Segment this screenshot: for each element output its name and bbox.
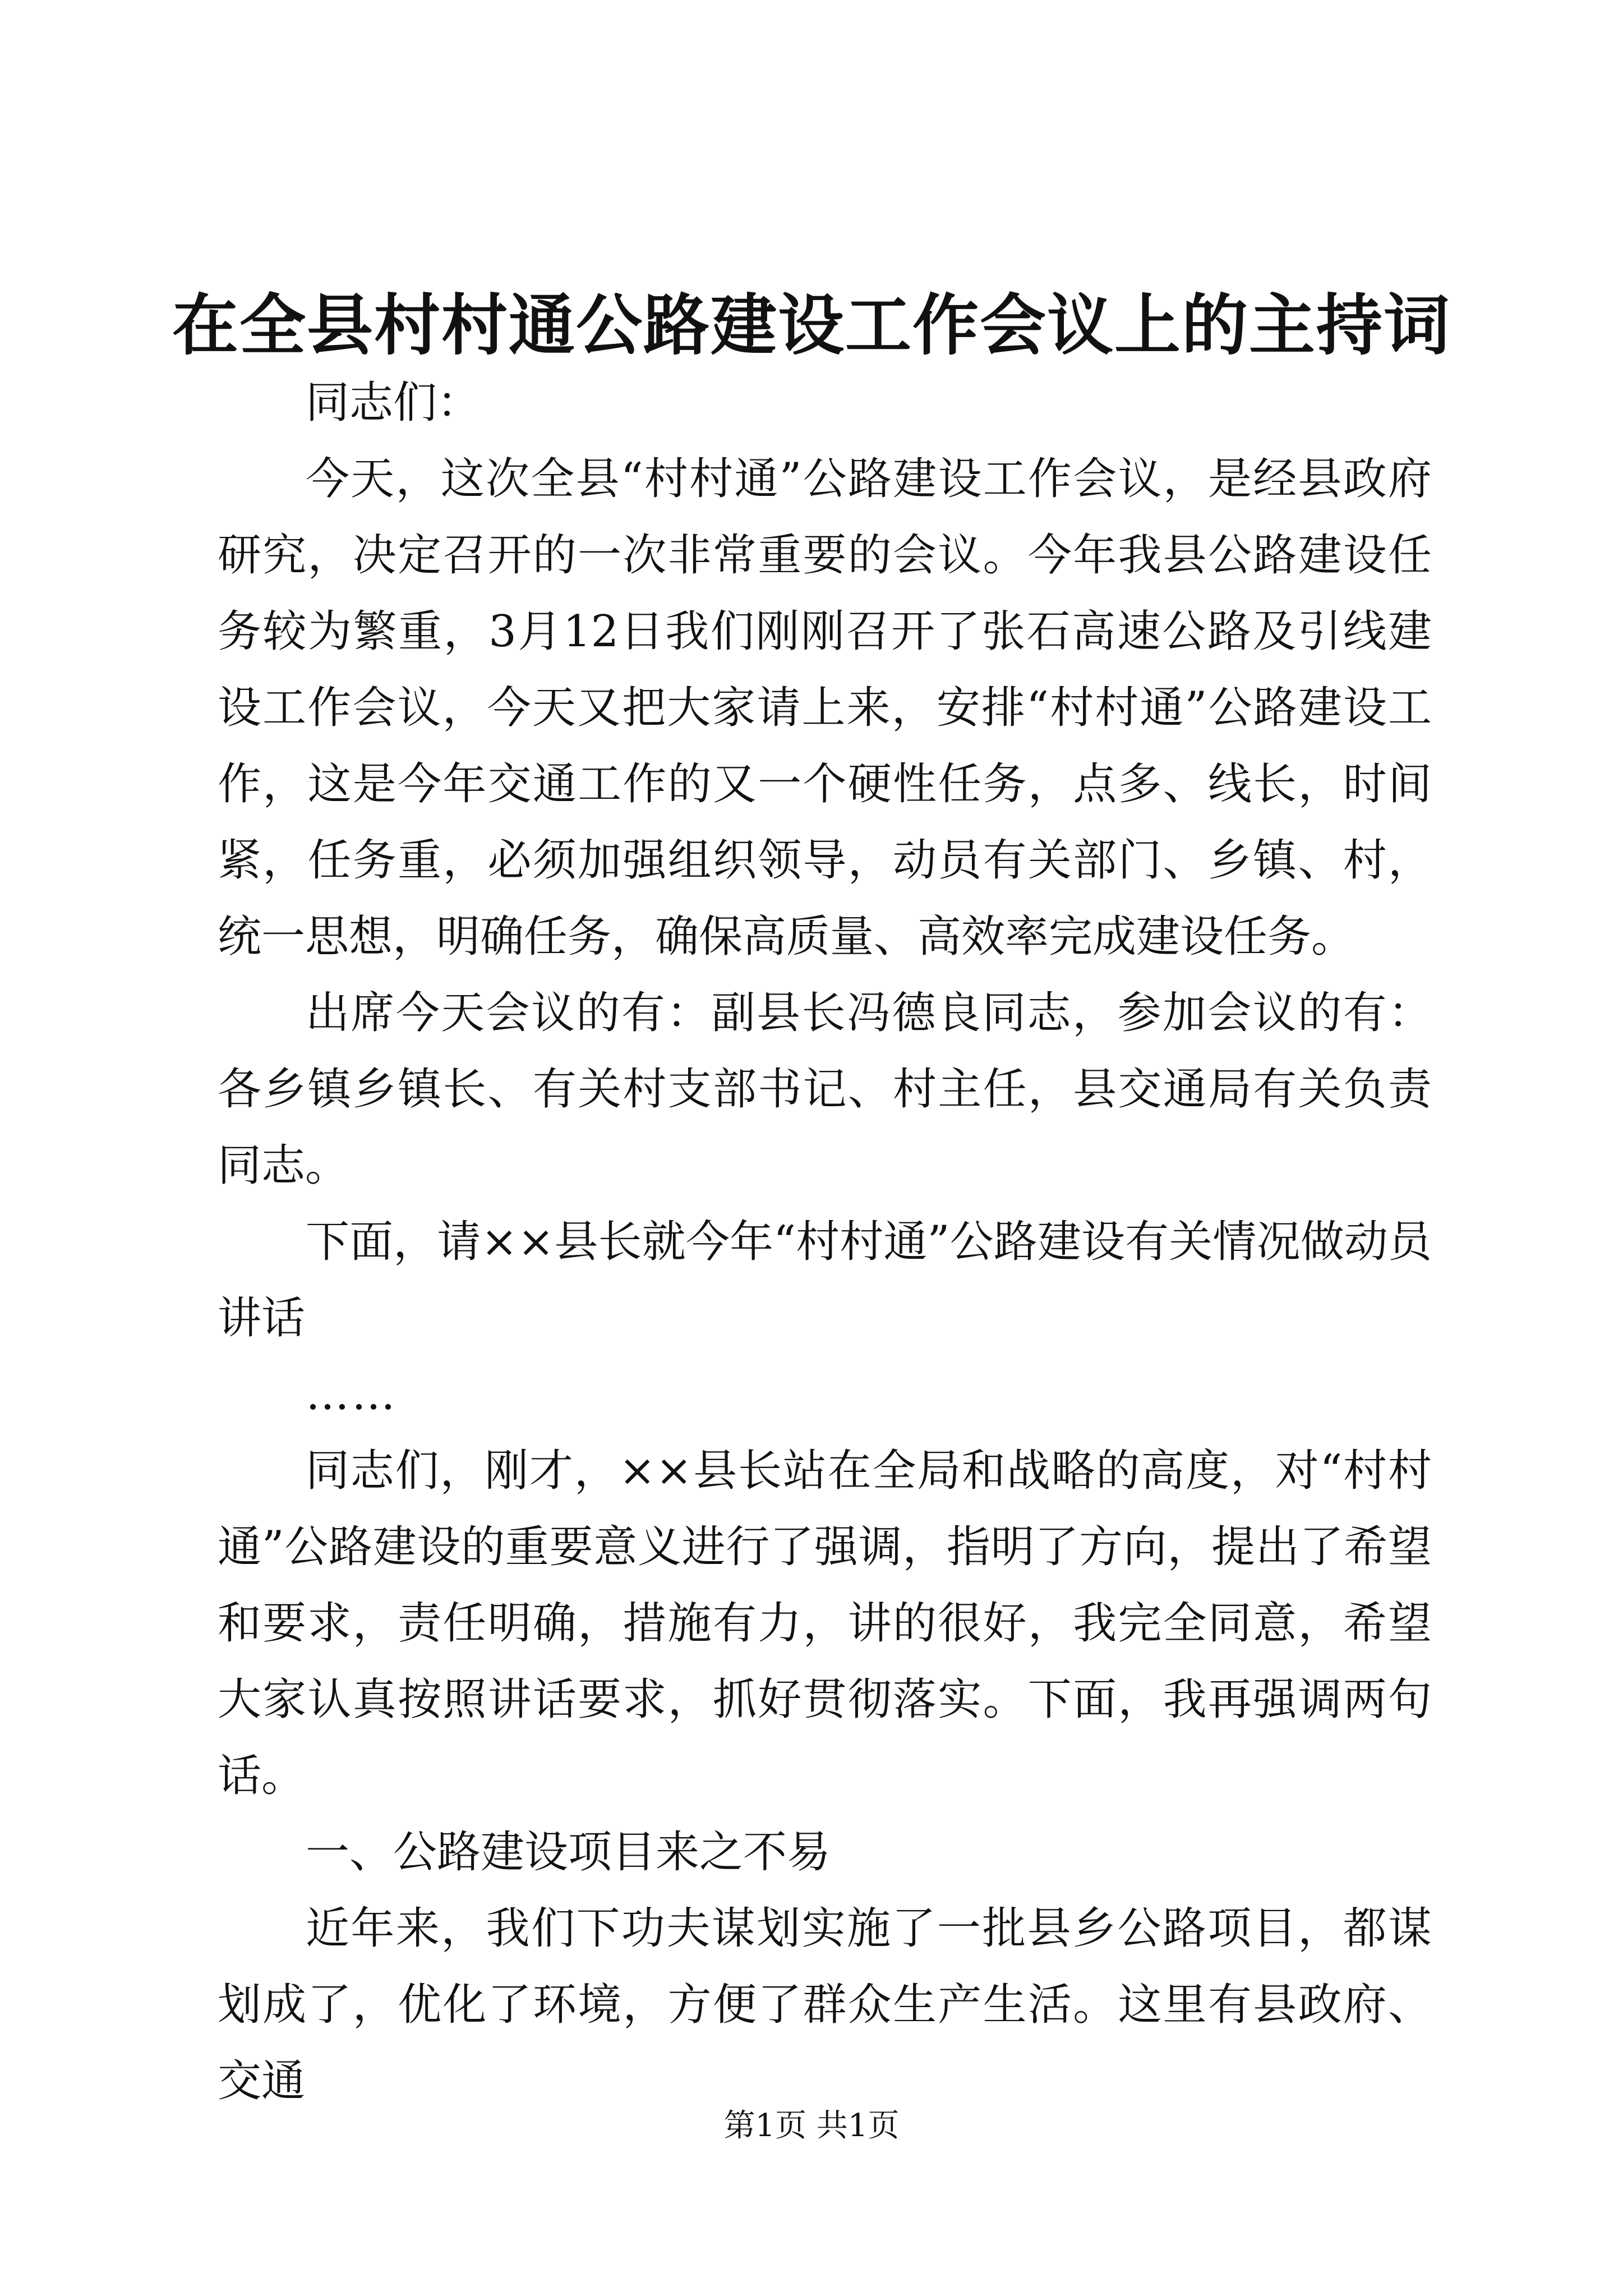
document-title: 在全县村村通公路建设工作会议上的主持词	[172, 286, 1451, 364]
paragraph-section-1-text: 近年来，我们下功夫谋划实施了一批县乡公路项目，都谋划成了，优化了环境，方便了群众生产生活。这里有县政府、交通	[218, 1903, 1432, 2106]
paragraph-salutation: 同志们：	[306, 378, 481, 428]
section-heading-1: 一、公路建设项目来之不易	[306, 1827, 831, 1878]
paragraph-opening: 今天，这次全县“村村通”公路建设工作会议，是经县政府研究，决定召开的一次非常重要的会议。今年我县公路建设任务较为繁重，3月12日我们刚刚召开了张石高速公路及引线建设工作会议，今天又把大家请上来，安排“村村通”公路建设工作，这是今年交通工作的又一个硬性任务，点多、线长，时间紧，任务重，必须加强组织领导，动员有关部门、乡镇、村，统一思想，明确任务，确保高质量、高效率完成建设任务。	[218, 454, 1432, 962]
paragraph-speech-invitation: 下面，请××县长就今年“村村通”公路建设有关情况做动员讲话	[218, 1217, 1432, 1343]
paragraph-ellipsis: ……	[306, 1369, 398, 1420]
page-footer: 第1页 共1页	[723, 2108, 900, 2144]
paragraph-summary: 同志们，刚才，××县长站在全局和战略的高度，对“村村通”公路建设的重要意义进行了强调，指明了方向，提出了希望和要求，责任明确，措施有力，讲的很好，我完全同意，希望大家认真按照讲话要求，抓好贯彻落实。下面，我再强调两句话。	[218, 1446, 1432, 1801]
paragraph-attendees: 出席今天会议的有：副县长冯德良同志，参加会议的有：各乡镇乡镇长、有关村支部书记、村主任，县交通局有关负责同志。	[218, 988, 1432, 1191]
document-body	[218, 365, 1432, 2119]
